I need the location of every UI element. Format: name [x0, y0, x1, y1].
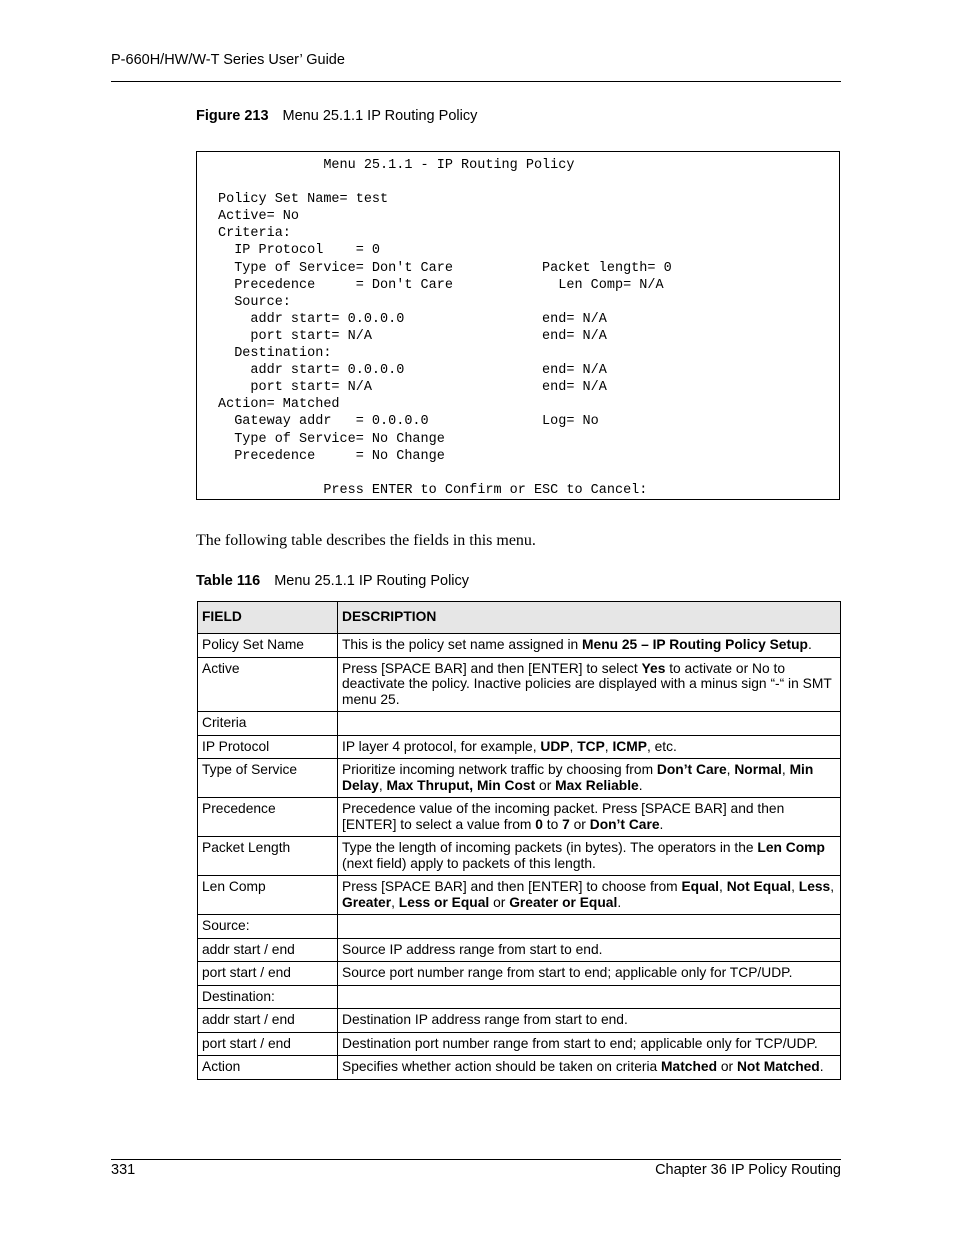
description-bold-text: Not Matched	[736, 1059, 820, 1074]
table-row	[198, 876, 841, 915]
field-cell: Destination:	[198, 985, 338, 1009]
table-row	[198, 938, 841, 962]
description-bold-text: Yes	[641, 660, 666, 676]
description-bold-text: UDP	[540, 738, 570, 754]
table-row	[198, 962, 841, 986]
description-text: .	[617, 894, 622, 910]
description-cell	[338, 962, 841, 986]
field-cell: addr start / end	[198, 938, 338, 962]
description-text: Type the length of incoming packets (in bytes). The operators in the	[342, 840, 758, 855]
description-text: Destination port number range from start to end; applicable only for TCP/UDP.	[342, 1035, 818, 1051]
table-row	[198, 735, 841, 759]
screen-line: Precedence = Don't Care Len Comp= N/A	[218, 277, 664, 293]
field-cell: Source:	[198, 915, 338, 939]
field-cell: Packet Length	[198, 837, 338, 876]
screen-line: Destination:	[218, 346, 332, 362]
description-text: ,	[604, 738, 613, 754]
description-bold-text: 0	[535, 816, 543, 832]
table-row	[198, 1032, 841, 1056]
description-cell	[338, 985, 841, 1009]
field-cell: IP Protocol	[198, 735, 338, 759]
description-bold-text: 7	[562, 816, 570, 832]
table-row	[198, 634, 841, 658]
description-bold-text: Less	[798, 879, 831, 894]
description-text: or	[489, 894, 510, 910]
description-bold-text: Don’t Care	[589, 816, 660, 832]
description-bold-text: Matched	[661, 1059, 718, 1074]
screen-line: addr start= 0.0.0.0 end= N/A	[218, 363, 607, 379]
header-rule	[111, 81, 841, 82]
table-row	[198, 798, 841, 837]
description-text: Specifies whether action should be taken on criteria	[342, 1059, 662, 1074]
table-label: Table 116	[196, 573, 261, 589]
screen-line: addr start= 0.0.0.0 end= N/A	[218, 311, 607, 327]
description-cell	[338, 915, 841, 939]
header-field: FIELD	[198, 602, 338, 634]
smt-menu-screen	[196, 151, 840, 500]
field-cell: Policy Set Name	[198, 634, 338, 658]
description-bold-text: Min Delay	[342, 762, 814, 793]
screen-line: Menu 25.1.1 - IP Routing Policy	[218, 158, 575, 173]
description-text: ,	[791, 879, 799, 894]
footer-rule	[111, 1159, 841, 1160]
screen-line: Action= Matched	[218, 397, 340, 413]
description-text: , etc.	[646, 738, 677, 754]
screen-line: IP Protocol = 0	[218, 243, 381, 259]
description-cell	[338, 735, 841, 759]
description-text: Precedence value of the incoming packet. Press [SPACE BAR] and then [ENTER] to select a value from	[342, 801, 785, 832]
field-cell: addr start / end	[198, 1009, 338, 1033]
table-row	[198, 1056, 841, 1080]
field-cell: Precedence	[198, 798, 338, 837]
running-header: P-660H/HW/W-T Series User’ Guide	[111, 52, 345, 68]
screen-line: Press ENTER to Confirm or ESC to Cancel:	[218, 482, 648, 498]
description-text: ,	[830, 879, 835, 894]
description-text: Press [SPACE BAR] and then [ENTER] to choose from	[342, 879, 682, 894]
screen-line: port start= N/A end= N/A	[218, 328, 607, 344]
intro-paragraph: The following table describes the fields in this menu.	[196, 532, 536, 549]
description-text: Source port number range from start to end; applicable only for TCP/UDP.	[342, 965, 793, 980]
description-text: ,	[391, 894, 399, 910]
description-text: to activate or No to deactivate the policy. Inactive policies are displayed with a minus sign “-“ in SMT menu 25.	[342, 660, 832, 707]
description-cell	[338, 1032, 841, 1056]
screen-line: Criteria:	[218, 226, 291, 242]
description-cell	[338, 657, 841, 712]
description-cell	[338, 634, 841, 658]
screen-line: Source:	[218, 294, 291, 310]
table-row	[198, 712, 841, 736]
description-cell	[338, 1056, 841, 1080]
page-number: 331	[111, 1162, 136, 1178]
description-bold-text: Normal	[734, 762, 782, 777]
table-row	[198, 1009, 841, 1033]
description-text: to	[542, 816, 563, 832]
field-cell: Action	[198, 1056, 338, 1080]
description-bold-text: Menu 25 – IP Routing Policy Setup	[582, 637, 808, 652]
description-text: or	[535, 777, 556, 793]
description-text: IP layer 4 protocol, for example,	[342, 738, 541, 754]
description-cell	[338, 712, 841, 736]
screen-line: port start= N/A end= N/A	[218, 380, 607, 396]
description-text: Press [SPACE BAR] and then [ENTER] to select	[342, 660, 642, 676]
field-cell: port start / end	[198, 1032, 338, 1056]
table-header-row	[198, 602, 841, 634]
description-bold-text: Don’t Care	[656, 762, 727, 777]
screen-line: Precedence = No Change	[218, 448, 445, 464]
description-text: Destination IP address range from start to end.	[342, 1012, 628, 1027]
description-text: ,	[569, 738, 578, 754]
description-cell	[338, 798, 841, 837]
fields-table	[197, 601, 841, 1080]
description-cell	[338, 759, 841, 798]
figure-label: Figure 213	[196, 108, 269, 124]
description-bold-text: Max Reliable	[555, 777, 639, 793]
description-text: ,	[378, 777, 387, 793]
field-cell: Criteria	[198, 712, 338, 736]
field-cell: port start / end	[198, 962, 338, 986]
description-text: (next field) apply to packets of this length.	[342, 855, 596, 871]
description-cell	[338, 1009, 841, 1033]
description-text: ,	[719, 879, 727, 894]
table-caption	[196, 573, 469, 589]
description-bold-text: ICMP	[612, 738, 647, 754]
description-text: .	[659, 816, 664, 832]
description-text: Prioritize incoming network traffic by choosing from	[342, 762, 657, 777]
table-row	[198, 915, 841, 939]
description-text: or	[717, 1059, 737, 1074]
description-text: .	[807, 637, 812, 652]
screen-line: Type of Service= No Change	[218, 431, 445, 447]
field-cell: Type of Service	[198, 759, 338, 798]
chapter-title: Chapter 36 IP Policy Routing	[655, 1162, 841, 1178]
description-cell	[338, 837, 841, 876]
header-description: DESCRIPTION	[338, 602, 841, 634]
screen-line: Policy Set Name= test	[218, 192, 389, 208]
figure-caption	[196, 108, 477, 124]
description-cell	[338, 876, 841, 915]
description-text: This is the policy set name assigned in	[342, 637, 583, 652]
table-row	[198, 985, 841, 1009]
table-title: Menu 25.1.1 IP Routing Policy	[274, 573, 470, 589]
figure-title: Menu 25.1.1 IP Routing Policy	[282, 108, 478, 124]
description-text: Source IP address range from start to end.	[342, 941, 603, 957]
description-text: .	[638, 777, 643, 793]
table-row	[198, 837, 841, 876]
description-text: ,	[781, 762, 790, 777]
screen-text	[218, 157, 672, 499]
description-bold-text: TCP	[577, 738, 605, 754]
description-bold-text: Greater or Equal	[509, 894, 618, 910]
description-bold-text: Len Comp	[757, 840, 825, 855]
field-cell: Len Comp	[198, 876, 338, 915]
description-bold-text: Not Equal	[726, 879, 792, 894]
table-row	[198, 657, 841, 712]
table-row	[198, 759, 841, 798]
description-text: ,	[726, 762, 735, 777]
screen-line: Active= No	[218, 209, 300, 225]
description-bold-text: Equal	[681, 879, 720, 894]
description-bold-text: Max Thruput, Min Cost	[386, 777, 536, 793]
screen-line: Type of Service= Don't Care Packet length= 0	[218, 260, 672, 276]
description-bold-text: Greater	[342, 894, 392, 910]
screen-line: Gateway addr = 0.0.0.0 Log= No	[218, 414, 599, 430]
description-text: or	[569, 816, 590, 832]
description-cell	[338, 938, 841, 962]
description-bold-text: Less or Equal	[398, 894, 490, 910]
field-cell: Active	[198, 657, 338, 712]
description-text: .	[819, 1059, 824, 1074]
